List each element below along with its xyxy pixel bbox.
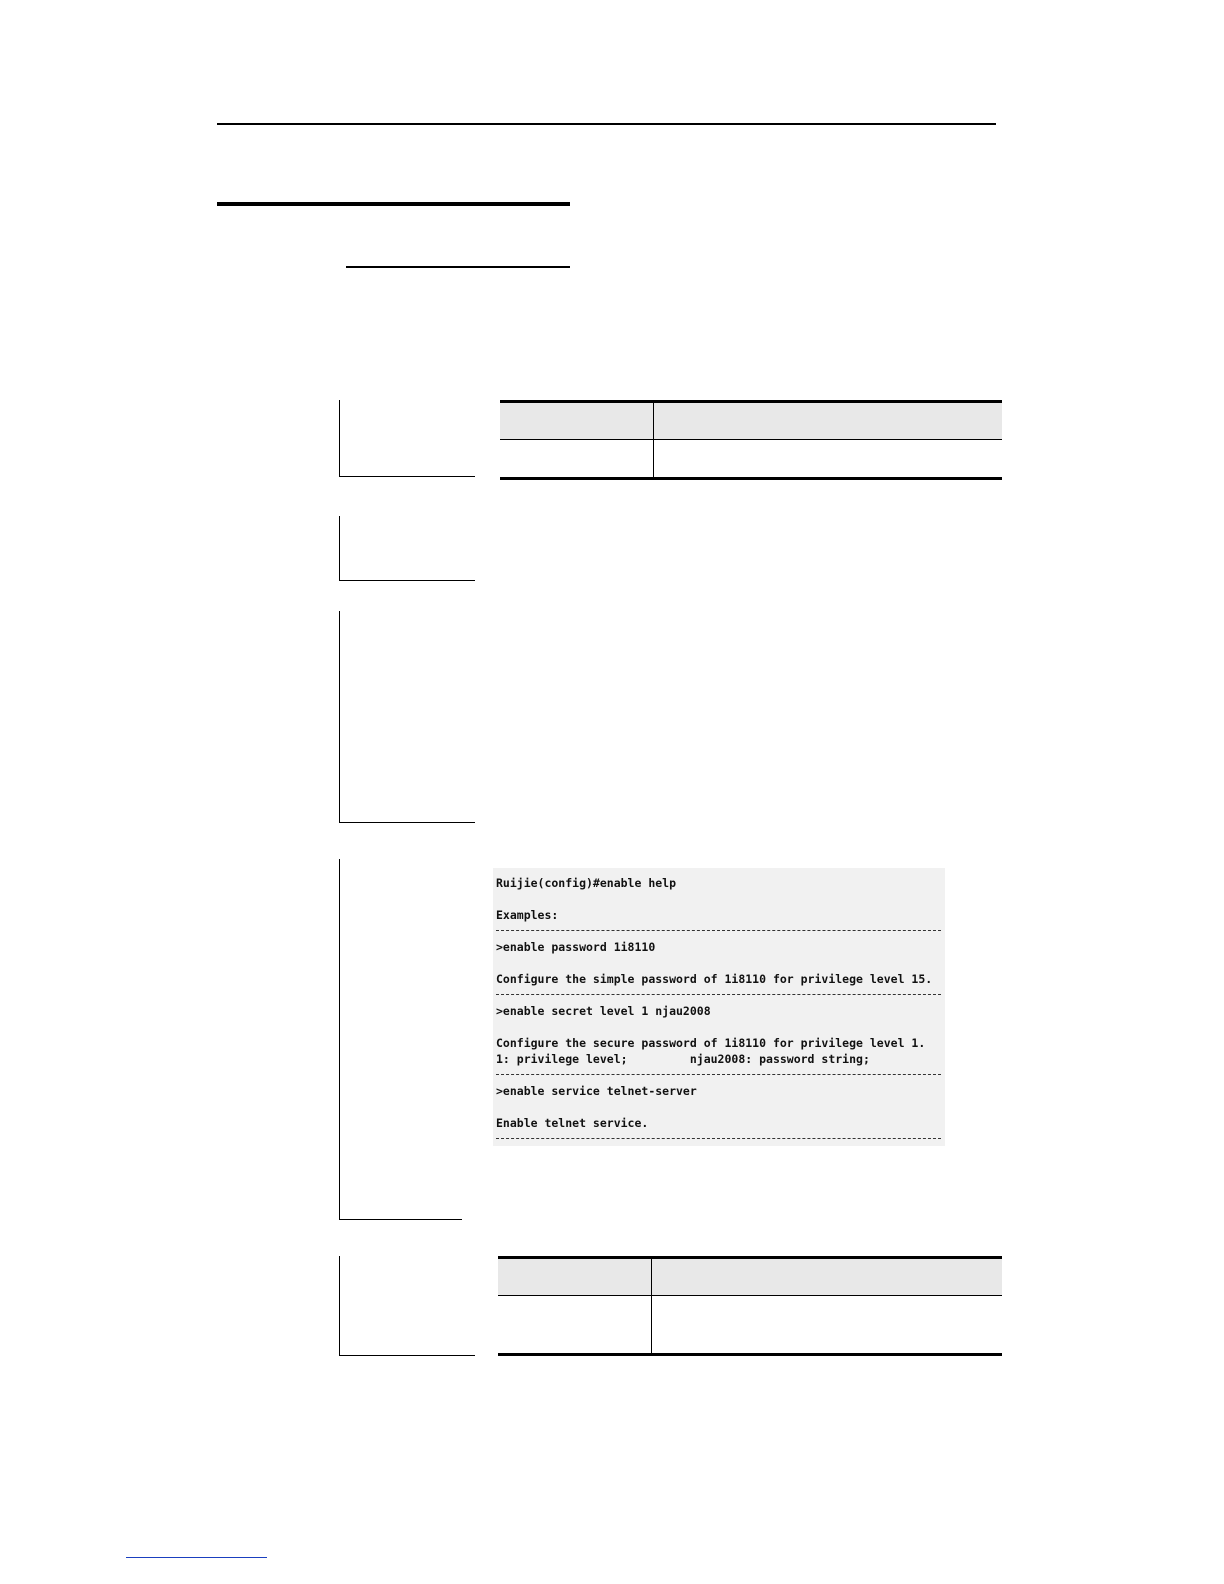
table-row — [500, 440, 1002, 479]
related-commands-header — [498, 1258, 1002, 1296]
description-column-header — [652, 1258, 1003, 1296]
description-cell — [654, 440, 1003, 479]
parameter-cell — [500, 440, 654, 479]
description-cell — [652, 1296, 1003, 1355]
footer-link[interactable] — [126, 1557, 267, 1558]
command-cell — [498, 1296, 652, 1355]
terminal-separator — [496, 1138, 941, 1139]
header-rule — [217, 123, 996, 125]
command-column-header — [498, 1258, 652, 1296]
terminal-separator — [496, 1074, 941, 1075]
terminal-line: 1: privilege level; njau2008: password string; — [496, 1052, 870, 1066]
parameter-table — [500, 400, 1002, 480]
parameter-table-header — [500, 402, 1002, 440]
terminal-separator — [496, 930, 941, 931]
terminal-line: Ruijie(config)#enable help — [496, 876, 677, 890]
terminal-line: >enable service telnet-server — [496, 1084, 697, 1098]
section-frame-related-commands — [339, 1256, 475, 1356]
terminal-line: Enable telnet service. — [496, 1116, 649, 1130]
related-commands-table — [498, 1256, 1002, 1356]
section-heading-rule — [217, 202, 570, 206]
terminal-line: Configure the simple password of 1i8110 for privilege level 15. — [496, 972, 933, 986]
section-frame-usage-guide — [339, 611, 475, 823]
subsection-heading-rule — [346, 266, 570, 268]
section-frame-default — [339, 516, 475, 581]
terminal-line: >enable secret level 1 njau2008 — [496, 1004, 711, 1018]
cli-example-screenshot — [493, 868, 945, 1146]
section-frame-command-mode — [339, 400, 475, 477]
terminal-line: >enable password 1i8110 — [496, 940, 656, 954]
terminal-line: Examples: — [496, 908, 559, 922]
section-frame-example — [339, 859, 462, 1220]
table-row — [498, 1296, 1002, 1355]
terminal-separator — [496, 994, 941, 995]
terminal-line: Configure the secure password of 1i8110 for privilege level 1. — [496, 1036, 926, 1050]
parameter-column-header — [500, 402, 654, 440]
description-column-header — [654, 402, 1003, 440]
